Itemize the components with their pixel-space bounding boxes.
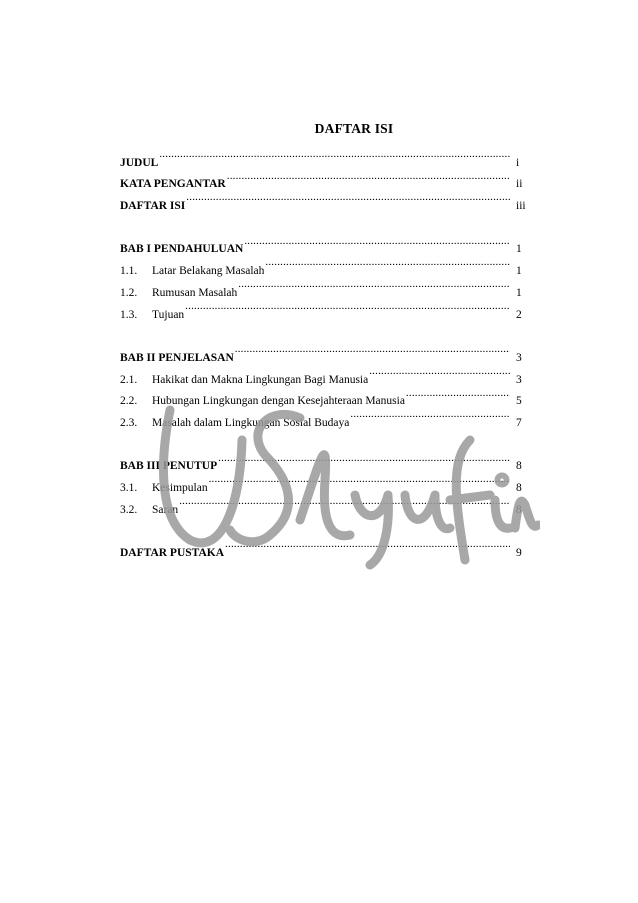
toc-entry-number: 1.2. <box>120 286 138 299</box>
toc-entry[interactable] <box>120 274 530 299</box>
toc-leader-dots <box>178 491 510 513</box>
page-title: DAFTAR ISI <box>314 121 394 136</box>
toc-entry-page-number: iii <box>516 200 526 213</box>
toc-entry-label: Saran <box>152 503 179 516</box>
toc-leader-dots <box>405 383 510 405</box>
toc-entry-number: 2.2. <box>120 395 138 408</box>
toc-entry-number: 3.2. <box>120 503 138 516</box>
toc-entry-label: BAB III PENUTUP <box>120 460 218 473</box>
toc-leader-dots <box>237 274 510 296</box>
toc-entry-page-number: 3 <box>516 351 522 364</box>
toc-entry-page-number: 1 <box>516 286 522 299</box>
toc-entry[interactable] <box>120 252 530 278</box>
toc-entry[interactable] <box>120 361 530 386</box>
toc-entry-label: KATA PENGANTAR <box>120 178 226 191</box>
toc-entry[interactable] <box>120 339 530 364</box>
toc-entry-label: Rumusan Masalah <box>152 286 238 299</box>
toc-entry-number: 3.1. <box>120 482 138 494</box>
toc-entry[interactable] <box>120 187 530 213</box>
toc-entry-page-number: 8 <box>516 503 522 516</box>
toc-leader-dots <box>185 187 510 209</box>
toc-entry[interactable] <box>120 404 530 429</box>
toc-entry[interactable] <box>120 144 530 169</box>
toc-leader-dots <box>349 404 510 426</box>
toc-entry-page-number: i <box>516 156 520 169</box>
toc-entry-page-number: 8 <box>516 460 522 473</box>
toc-entry-label: Kesimpulan <box>152 482 208 494</box>
toc-entry-number: 2.1. <box>120 373 138 386</box>
toc-entry-label: Tujuan <box>152 308 185 321</box>
toc-entry-page-number: 9 <box>516 547 522 560</box>
toc-entry-page-number: 7 <box>516 416 522 429</box>
toc-entry-page-number: 8 <box>516 482 522 494</box>
toc-entry-page-number: 1 <box>516 265 522 278</box>
toc-entry[interactable] <box>120 166 530 191</box>
toc-entry[interactable] <box>120 534 530 560</box>
toc-leader-dots <box>158 144 510 166</box>
toc-leader-dots <box>243 231 510 253</box>
toc-entry-label: Hakikat dan Makna Lingkungan Bagi Manusia <box>152 373 369 386</box>
toc-entry-number: 2.3. <box>120 416 138 429</box>
toc-entry[interactable] <box>120 296 530 321</box>
toc-entry-page-number: 1 <box>516 243 522 256</box>
table-of-contents <box>120 144 530 560</box>
toc-entry-page-number: 3 <box>516 373 522 386</box>
toc-entry-label: BAB II PENJELASAN <box>120 351 234 364</box>
toc-entry-label: Latar Belakang Masalah <box>152 265 265 278</box>
toc-entry-page-number: 2 <box>516 308 522 321</box>
toc-spacer <box>120 513 530 535</box>
toc-leader-dots <box>184 296 510 318</box>
toc-leader-dots <box>234 339 510 361</box>
toc-entry[interactable] <box>120 383 530 408</box>
toc-leader-dots <box>264 252 510 274</box>
toc-entry-page-number: 5 <box>516 395 522 408</box>
toc-entry-label: BAB I PENDAHULUAN <box>120 243 244 256</box>
toc-entry-label: Masalah dalam Lingkungan Sosial Budaya <box>152 416 350 429</box>
toc-leader-dots <box>226 166 510 188</box>
toc-leader-dots <box>368 361 510 383</box>
toc-entry-number: 1.1. <box>120 265 138 278</box>
toc-entry[interactable] <box>120 231 530 256</box>
toc-entry-label: DAFTAR PUSTAKA <box>120 547 225 560</box>
toc-entry-label: Hubungan Lingkungan dengan Kesejahteraan Manusia <box>152 395 405 408</box>
toc-entry-label: DAFTAR ISI <box>120 200 186 213</box>
toc-entry-label: JUDUL <box>120 156 159 169</box>
toc-leader-dots <box>217 448 510 470</box>
toc-entry[interactable] <box>120 469 530 494</box>
toc-entry[interactable] <box>120 491 530 516</box>
toc-entry[interactable] <box>120 448 530 473</box>
toc-entry-page-number: ii <box>516 178 523 191</box>
toc-leader-dots <box>224 534 510 556</box>
toc-entry-number: 1.3. <box>120 308 138 321</box>
toc-leader-dots <box>208 469 510 491</box>
